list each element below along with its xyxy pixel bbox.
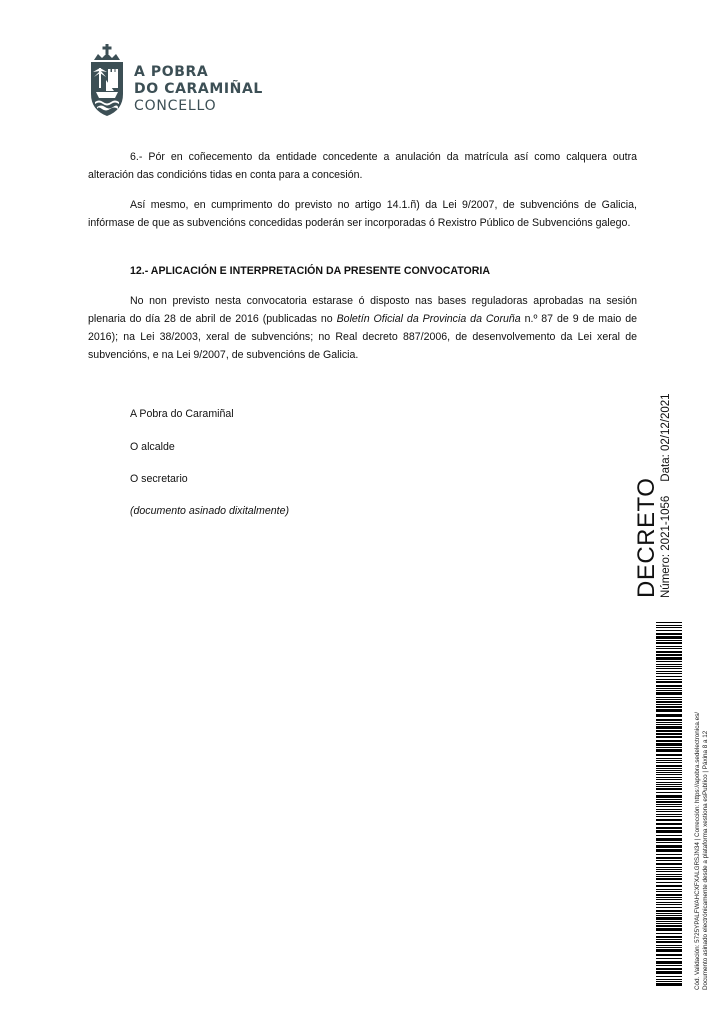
barcode-bar	[656, 949, 682, 952]
barcode-bar	[656, 891, 682, 892]
barcode-bar	[656, 816, 682, 817]
barcode-bar	[656, 733, 682, 735]
barcode-bar	[656, 902, 682, 903]
barcode-bar	[656, 690, 682, 691]
barcode-bar	[656, 714, 682, 717]
barcode-bar	[656, 958, 682, 959]
barcode-bar	[656, 941, 682, 943]
barcode-bar	[656, 981, 682, 982]
barcode-image	[656, 622, 682, 990]
barcode-bar	[656, 640, 682, 641]
paragraph-6-text: 6.- Pór en coñecemento da entidade concedente a anulación da matrícula así como calquera outra alteración das condicións tidas en conta para a concesión.	[88, 151, 637, 181]
decreto-number: Número: 2021-1056	[660, 495, 672, 598]
barcode-bar	[656, 758, 682, 759]
logo-name-line2: DO CARAMIÑAL	[134, 81, 263, 97]
signature-mayor: O alcalde	[130, 441, 175, 453]
barcode-bar	[656, 979, 682, 980]
paragraph-aplicacion-text-1: No non previsto nesta convocatoria estarase ó disposto nas bases reguladoras aprobadas na sesión plenaria do día 28 de abril de 2016 (publicadas no	[88, 295, 637, 325]
barcode-bar	[656, 910, 682, 912]
barcode-bar	[656, 784, 682, 785]
barcode-bar	[656, 871, 682, 872]
barcode-bar	[656, 651, 682, 653]
barcode-bar	[656, 722, 682, 723]
barcode-bar	[656, 671, 682, 672]
barcode-bar	[656, 726, 682, 729]
decreto-title: DECRETO	[633, 477, 660, 598]
barcode-bar	[656, 897, 682, 898]
decreto-stamp	[634, 393, 673, 598]
logo-concello: CONCELLO	[134, 98, 217, 114]
barcode-bar	[656, 709, 682, 712]
barcode-bar	[656, 878, 682, 880]
barcode-bar	[656, 648, 682, 649]
barcode-bar	[656, 692, 682, 695]
barcode-bar	[656, 923, 682, 924]
barcode-bar	[656, 882, 682, 883]
barcode-bar	[656, 811, 682, 812]
barcode-bar	[656, 925, 682, 927]
paragraph-rexistro	[88, 196, 637, 232]
barcode-bar	[656, 814, 682, 815]
validation-info	[694, 712, 710, 990]
barcode-bar	[656, 622, 682, 623]
barcode-bar	[656, 827, 682, 829]
barcode-bar	[656, 688, 682, 689]
barcode-bar	[656, 961, 682, 964]
barcode-bar	[656, 654, 682, 656]
barcode-bar	[656, 747, 682, 748]
section-12-heading: 12.- APLICACIÓN E INTERPRETACIÓN DA PRESENTE CONVOCATORIA	[130, 265, 491, 277]
barcode-bar	[656, 830, 682, 833]
barcode-bar	[656, 697, 682, 698]
barcode-bar	[656, 857, 682, 859]
barcode-bar	[656, 749, 682, 752]
barcode-bar	[656, 701, 682, 703]
barcode-bar	[656, 792, 682, 793]
barcode-bar	[656, 899, 682, 900]
barcode-bar	[656, 885, 682, 887]
barcode-bar	[656, 907, 682, 908]
barcode-bar	[656, 894, 682, 896]
barcode-bar	[656, 760, 682, 761]
barcode-bar	[656, 933, 682, 934]
barcode-bar	[656, 706, 682, 708]
barcode-bar	[656, 668, 682, 669]
barcode-bar	[656, 719, 682, 721]
barcode-bar	[656, 804, 682, 805]
barcode-bar	[656, 823, 682, 825]
paragraph-aplicacion	[88, 292, 637, 364]
barcode-bar	[656, 646, 682, 647]
barcode-bar	[656, 679, 682, 680]
barcode-bar	[656, 801, 682, 803]
paragraph-6	[88, 148, 637, 184]
logo-text	[134, 64, 263, 115]
barcode-bar	[656, 968, 682, 970]
barcode-bar	[656, 869, 682, 870]
barcode-bar	[656, 724, 682, 725]
boletin-title: Boletín Oficial da Provincia da Coruña	[336, 313, 521, 325]
barcode-bar	[656, 786, 682, 787]
barcode-bar	[656, 788, 682, 790]
barcode-bar	[656, 928, 682, 931]
barcode-bar	[656, 627, 682, 628]
barcode-bar	[656, 795, 682, 798]
barcode-bar	[656, 845, 682, 848]
barcode-bar	[656, 954, 682, 956]
barcode-bar	[656, 779, 682, 780]
barcode-bar	[656, 842, 682, 843]
barcode-bar	[656, 736, 682, 738]
barcode-bar	[656, 849, 682, 852]
logo-name-line1: A POBRA	[134, 64, 209, 80]
barcode-bar	[656, 661, 682, 662]
concello-logo	[88, 44, 263, 119]
paragraph-rexistro-text: Así mesmo, en cumprimento do previsto no artigo 14.1.ñ) da Lei 9/2007, de subvencións de Galicia, infórmase de que as subvencións concedidas poderán ser incorporadas ó Rexistro Público de Subvencións galego.	[88, 199, 637, 229]
validation-line-2: Documento asinado electrónicamente desde a plataforma xestiona esPublico | Páxina 8 a 12	[702, 730, 709, 990]
barcode-bar	[656, 976, 682, 977]
barcode-bar	[656, 799, 682, 800]
barcode-bar	[656, 743, 682, 746]
barcode-bar	[656, 947, 682, 948]
barcode-bar	[656, 819, 682, 821]
barcode-bar	[656, 681, 682, 683]
barcode-bar	[656, 876, 682, 877]
validation-line-1: Cód. Validación: 5725YPALFWAHCXFXALGRSJN34 | Corrección: https://apobra.sedelectronica.es/	[694, 711, 701, 990]
barcode-bar	[656, 633, 682, 635]
barcode-bar	[656, 642, 682, 644]
barcode-bar	[656, 772, 682, 773]
barcode-bar	[656, 809, 682, 810]
signature-secretary: O secretario	[130, 473, 188, 485]
barcode-bar	[656, 863, 682, 865]
barcode-bar	[656, 917, 682, 920]
barcode-bar	[656, 913, 682, 914]
barcode-bar	[656, 636, 682, 639]
barcode-bar	[656, 699, 682, 700]
barcode-bar	[656, 625, 682, 626]
barcode-bar	[656, 657, 682, 660]
barcode-bar	[656, 983, 682, 986]
barcode-bar	[656, 936, 682, 938]
barcode-bar	[656, 874, 682, 875]
barcode-bar	[656, 782, 682, 783]
section-heading	[130, 262, 637, 280]
barcode-bar	[656, 704, 682, 705]
coat-of-arms-icon	[88, 44, 128, 119]
barcode-bar	[656, 971, 682, 974]
barcode-bar	[656, 889, 682, 890]
barcode-bar	[656, 945, 682, 946]
barcode-bar	[656, 921, 682, 922]
barcode-bar	[656, 777, 682, 778]
decreto-date: Data: 02/12/2021	[660, 393, 672, 482]
barcode-bar	[656, 666, 682, 667]
barcode-bar	[656, 676, 682, 677]
barcode-bar	[656, 838, 682, 841]
barcode-bar	[656, 765, 682, 767]
barcode-bar	[656, 854, 682, 855]
barcode-bar	[656, 915, 682, 916]
barcode-bar	[656, 754, 682, 756]
barcode-bar	[656, 965, 682, 966]
barcode-bar	[656, 630, 682, 631]
barcode-bar	[656, 860, 682, 861]
decreto-details	[660, 393, 673, 598]
signature-place: A Pobra do Caramiñal	[130, 408, 234, 420]
barcode-bar	[656, 904, 682, 905]
barcode-bar	[656, 774, 682, 775]
barcode-bar	[656, 806, 682, 807]
barcode-bar	[656, 867, 682, 868]
barcode-bar	[656, 939, 682, 940]
barcode-bar	[656, 768, 682, 769]
barcode-bar	[656, 740, 682, 742]
signature-note: (documento asinado dixitalmente)	[130, 505, 289, 517]
barcode-bar	[656, 835, 682, 836]
barcode-bar	[656, 762, 682, 763]
barcode-bar	[656, 664, 682, 665]
barcode-bar	[656, 673, 682, 674]
barcode-bar	[656, 685, 682, 687]
paragraph-aplicacion-text-2: n.º 87 de 9 de maio de 2016); na Lei 38/2003, xeral de subvencións; no Real decreto 887/2006, de desenvolvemento da Lei xeral de subvencións, e na Lei 9/2007, de subvencións de Galicia.	[88, 313, 637, 361]
barcode-bar	[656, 770, 682, 771]
barcode-bar	[656, 730, 682, 732]
